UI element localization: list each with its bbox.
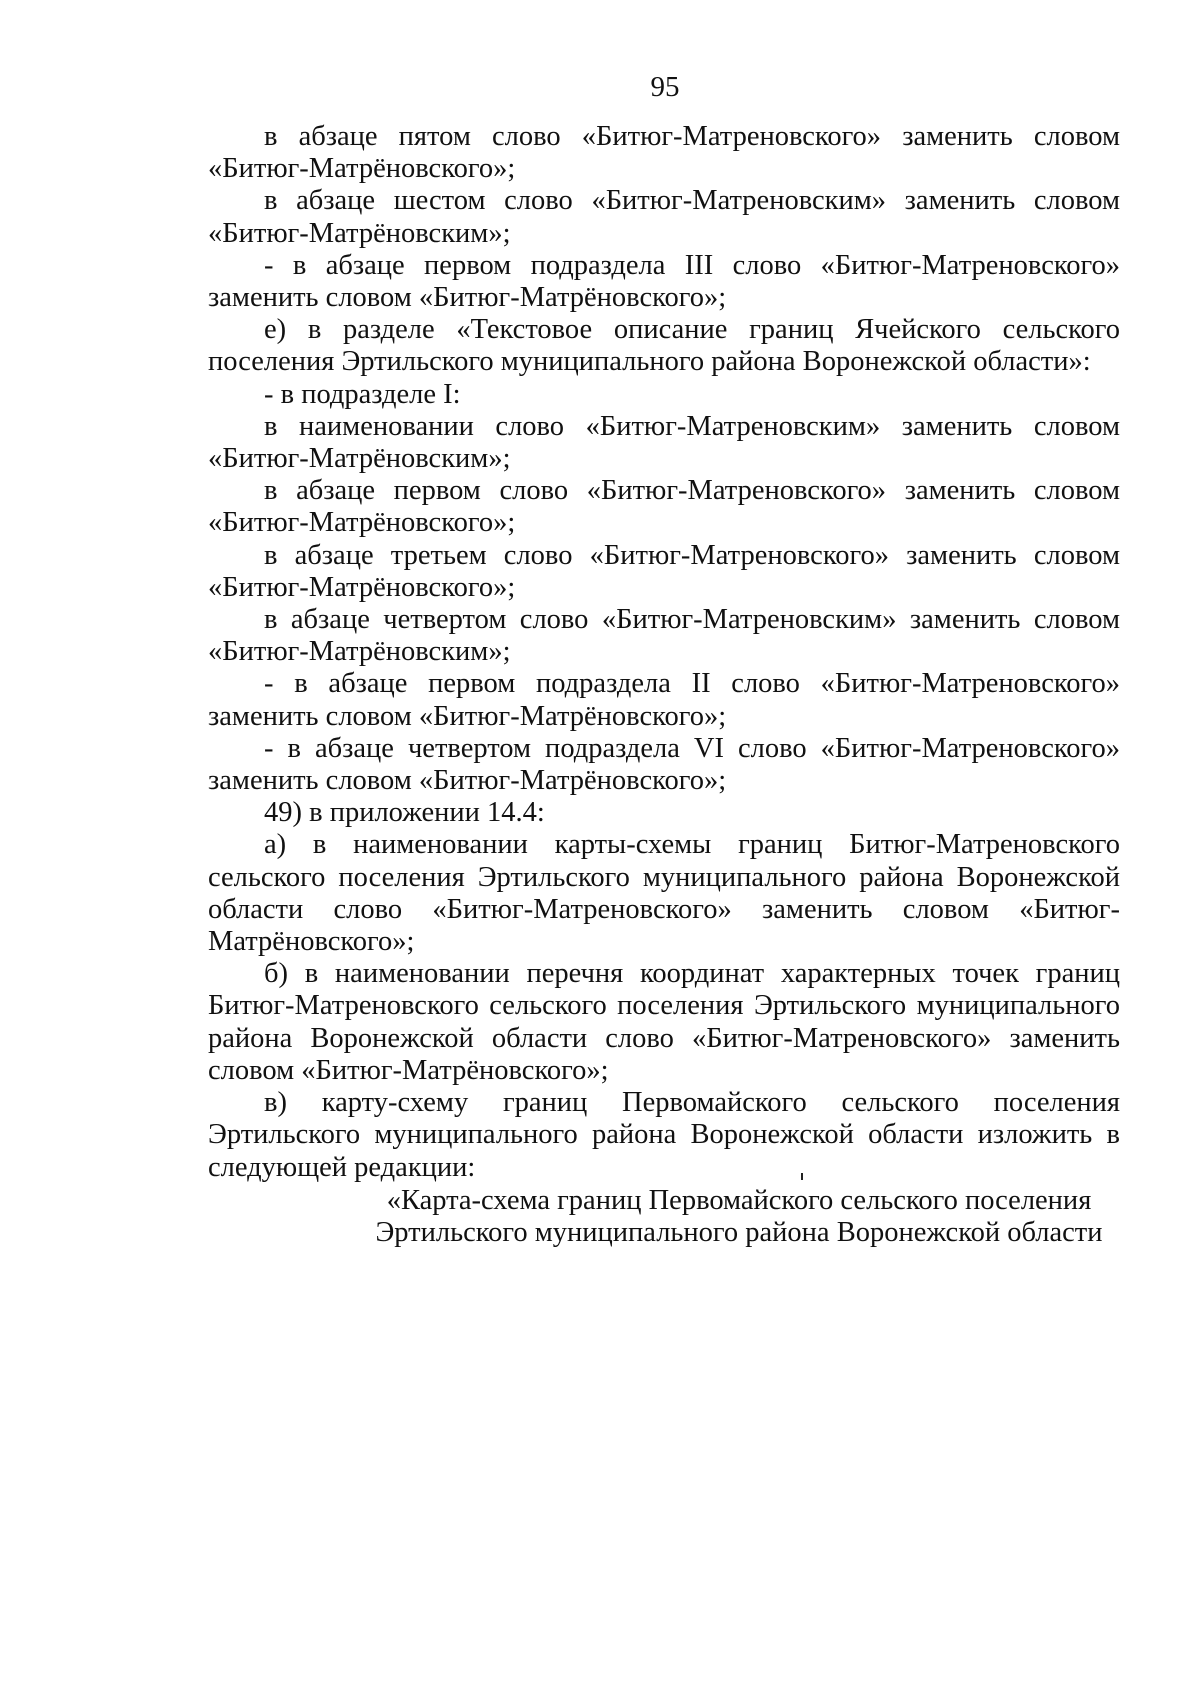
map-heading-line-1: «Карта-схема границ Первомайского сельского поселения — [386, 1184, 1092, 1216]
paragraph: в) карту-схему границ Первомайского сельского поселения Эртильского муниципального района Воронежской области изложить в следующей редакции: — [208, 1087, 1120, 1183]
paragraph: в наименовании слово «Битюг-Матреновским» заменить словом «Битюг-Матрёновским»; — [208, 410, 1120, 475]
paragraph: а) в наименовании карты-схемы границ Битюг-Матреновского сельского поселения Эртильского муниципального района Воронежской области слово «Битюг-Матреновского» заменить словом «Битюг-Матрёновского»; — [208, 829, 1120, 958]
page-number: 95 — [650, 71, 680, 103]
paragraph: б) в наименовании перечня координат характерных точек границ Битюг-Матреновского сельского поселения Эртильского муниципального района Воронежской области слово «Битюг-Матреновского» заменить словом «Битюг-Матрёновского»; — [208, 958, 1120, 1086]
paragraph: в абзаце шестом слово «Битюг-Матреновским» заменить словом «Битюг-Матрёновским»; — [208, 185, 1120, 249]
paragraph: - в подразделе I: — [264, 378, 461, 410]
paragraph: в абзаце пятом слово «Битюг-Матреновского» заменить словом «Битюг-Матрёновского»; — [208, 121, 1120, 185]
paragraph: е) в разделе «Текстовое описание границ Ячейского сельского поселения Эртильского муниципального района Воронежской области»: — [208, 314, 1120, 378]
stray-mark — [801, 1173, 803, 1180]
document-body — [208, 121, 1120, 1249]
paragraph: 49) в приложении 14.4: — [264, 797, 545, 829]
paragraph: - в абзаце четвертом подраздела VI слово «Битюг-Матреновского» заменить словом «Битюг-Матрёновского»; — [208, 732, 1120, 797]
paragraph: в абзаце третьем слово «Битюг-Матреновского» заменить словом «Битюг-Матрёновского»; — [208, 539, 1120, 603]
paragraph: в абзаце четвертом слово «Битюг-Матреновским» заменить словом «Битюг-Матрёновским»; — [208, 604, 1120, 668]
map-heading-line-2: Эртильского муниципального района Воронежской области — [375, 1216, 1103, 1248]
paragraph: - в абзаце первом подраздела III слово «Битюг-Матреновского» заменить словом «Битюг-Матрёновского»; — [208, 249, 1120, 314]
map-heading — [208, 1185, 1120, 1249]
paragraph: - в абзаце первом подраздела II слово «Битюг-Матреновского» заменить словом «Битюг-Матрёновского»; — [208, 668, 1120, 732]
paragraph: в абзаце первом слово «Битюг-Матреновского» заменить словом «Битюг-Матрёновского»; — [208, 475, 1120, 539]
